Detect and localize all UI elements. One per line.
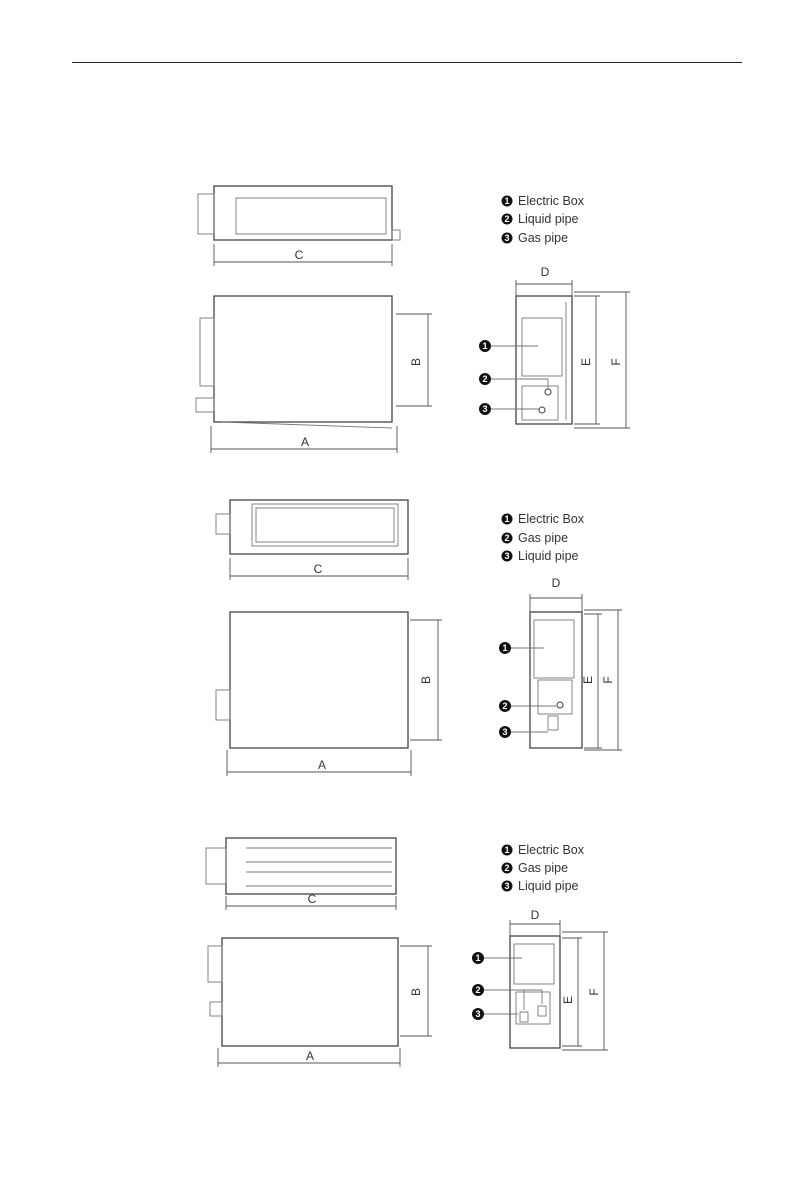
unit-2-legend — [502, 512, 585, 563]
unit-2-marker-1: 1 — [502, 643, 508, 653]
svg-text:2: 2 — [504, 214, 510, 224]
unit-3-legend-item-2: Gas pipe — [518, 861, 569, 875]
unit-1-front-electric-box — [200, 318, 214, 386]
unit-3-dim-a-label: A — [305, 1049, 315, 1063]
unit-1-top-body — [214, 186, 392, 240]
unit-1-legend-item-1: Electric Box — [518, 194, 584, 208]
unit-2-front-pipes — [216, 690, 230, 720]
unit-2-top-pipes — [216, 514, 230, 534]
unit-3-marker-1: 1 — [475, 953, 481, 963]
unit-1 — [196, 186, 630, 453]
unit-1-top-electric-box — [198, 194, 214, 234]
unit-1-marker-3: 3 — [482, 404, 488, 414]
unit-2-dim-a-label: A — [317, 758, 327, 772]
unit-2-legend-item-1: Electric Box — [518, 512, 584, 526]
unit-3-front-view — [208, 938, 432, 1067]
unit-3-front-electric-box — [208, 946, 222, 982]
unit-1-front-view — [196, 296, 432, 453]
unit-3-dim-e-label: E — [561, 995, 575, 1005]
unit-1-dim-f-label: F — [609, 358, 623, 366]
svg-text:1: 1 — [504, 196, 510, 206]
svg-text:3: 3 — [504, 233, 510, 243]
unit-2-dim-f-label: F — [601, 676, 615, 684]
unit-3-dim-b-label: B — [409, 987, 423, 997]
unit-1-legend — [502, 194, 585, 245]
unit-1-side-body — [516, 296, 572, 424]
unit-1-top-pipe-stub — [392, 230, 400, 240]
unit-1-top-view — [198, 186, 400, 266]
svg-text:3: 3 — [504, 551, 510, 561]
unit-3-legend-item-1: Electric Box — [518, 843, 584, 857]
unit-1-dim-e-label: E — [579, 357, 593, 367]
unit-2-side-view — [499, 576, 622, 750]
svg-text:2: 2 — [504, 533, 510, 543]
unit-1-marker-1: 1 — [482, 341, 488, 351]
unit-3-front-body — [222, 938, 398, 1046]
unit-1-side-view — [479, 265, 630, 428]
unit-2-legend-item-3: Liquid pipe — [518, 549, 579, 563]
unit-2-dim-b-label: B — [419, 675, 433, 685]
unit-2-marker-3: 3 — [502, 727, 508, 737]
unit-3 — [206, 838, 608, 1067]
unit-1-legend-item-2: Liquid pipe — [518, 212, 579, 226]
unit-2-dim-e-label: E — [581, 675, 595, 685]
unit-3-front-pipes — [210, 1002, 222, 1016]
unit-1-legend-item-3: Gas pipe — [518, 231, 569, 245]
unit-3-dim-d-label: D — [530, 908, 540, 922]
unit-2-dim-c-label: C — [313, 562, 323, 576]
unit-1-dim-d-label: D — [540, 265, 550, 279]
unit-3-marker-3: 3 — [475, 1009, 481, 1019]
unit-1-front-pipes — [196, 398, 214, 412]
unit-3-dim-c-label: C — [307, 892, 317, 906]
svg-text:3: 3 — [504, 881, 510, 891]
unit-2-front-view — [216, 612, 442, 776]
unit-3-dim-f-label: F — [587, 988, 601, 996]
unit-1-dim-b-label: B — [409, 357, 423, 367]
unit-3-marker-2: 2 — [475, 985, 481, 995]
unit-3-top-view — [206, 838, 396, 910]
unit-1-marker-2: 2 — [482, 374, 488, 384]
svg-text:1: 1 — [504, 845, 510, 855]
unit-2-front-body — [230, 612, 408, 748]
unit-1-dim-a-label: A — [300, 435, 310, 449]
unit-1-front-body — [214, 296, 392, 422]
unit-2 — [216, 500, 622, 776]
unit-2-dim-d-label: D — [551, 576, 561, 590]
unit-3-top-electric-box — [206, 848, 226, 884]
unit-2-top-view — [216, 500, 408, 580]
unit-2-marker-2: 2 — [502, 701, 508, 711]
svg-text:2: 2 — [504, 863, 510, 873]
unit-2-legend-item-2: Gas pipe — [518, 531, 569, 545]
svg-text:1: 1 — [504, 514, 510, 524]
unit-3-legend-item-3: Liquid pipe — [518, 879, 579, 893]
unit-3-side-view — [472, 908, 608, 1050]
unit-3-legend — [502, 843, 585, 893]
unit-1-dim-c-label: C — [294, 248, 304, 262]
